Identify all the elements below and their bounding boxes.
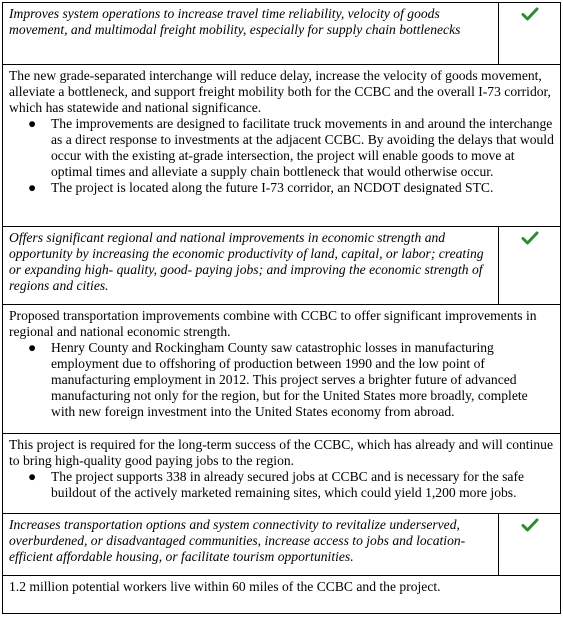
response-row	[3, 305, 561, 434]
list-item	[28, 116, 554, 180]
criterion-text: Improves system operations to increase travel time reliability, velocity of goods movement, and multimodal freight mobility, especially for supply chain bottlenecks	[3, 3, 499, 65]
list-item	[28, 180, 554, 196]
list-item-text: The improvements are designed to facilitate truck movements in and around the interchange as a direct response to investments at the adjacent CCBC. By avoiding the delays that would occur with the existing at-grade intersection, the project will enable goods to move at optimal times and alleviate a supply chain bottleneck that would otherwise occur.	[51, 116, 554, 179]
response-text: 1.2 million potential workers live within 60 miles of the CCBC and the project.	[9, 579, 441, 594]
criteria-table	[2, 2, 561, 614]
bullet-icon: ●	[28, 180, 37, 195]
list-item-text: Henry County and Rockingham County saw catastrophic losses in manufacturing employment due to offshoring of production between 1990 and the low point of manufacturing employment in 2012. This project serves a brighter future of advanced manufacturing not only for the region, but for the United States more broadly, complete with new foreign investment into the United States economy from abroad.	[51, 340, 528, 419]
response-text: This project is required for the long-term success of the CCBC, which has already and will continue to bring high-quality good paying jobs to the region.	[9, 437, 553, 468]
response-row	[3, 434, 561, 514]
checkmark-icon	[521, 518, 539, 532]
response-cell	[3, 576, 561, 614]
bullet-icon: ●	[28, 340, 37, 355]
response-text: The new grade-separated interchange will reduce delay, increase the velocity of goods movement, alleviate a bottleneck, and support freight mobility both for the CCBC and the overall I-73 corridor, which has statewide and national significance.	[9, 68, 551, 115]
criterion-text: Increases transportation options and system connectivity to revitalize underserved, overburdened, or disadvantaged communities, increase access to jobs and location- efficient affordable housing, or facilitate tourism opportunities.	[3, 514, 499, 576]
list-item-text: The project is located along the future I-73 corridor, an NCDOT designated STC.	[51, 180, 494, 195]
list-item	[28, 340, 554, 420]
criterion-check-cell	[499, 3, 561, 65]
response-cell	[3, 434, 561, 514]
criterion-check-cell	[499, 227, 561, 305]
response-cell	[3, 305, 561, 434]
bullet-icon: ●	[28, 469, 37, 484]
criterion-check-cell	[499, 514, 561, 576]
checkmark-icon	[521, 231, 539, 245]
response-text: Proposed transportation improvements combine with CCBC to offer significant improvements in regional and national economic strength.	[9, 308, 537, 339]
response-cell	[3, 65, 561, 227]
checkmark-icon	[521, 7, 539, 21]
list-item-text: The project supports 338 in already secured jobs at CCBC and is necessary for the safe buildout of the actively marketed remaining sites, which could yield 1,200 more jobs.	[51, 469, 525, 500]
criterion-row	[3, 227, 561, 305]
response-row	[3, 576, 561, 614]
bullet-list	[9, 116, 554, 196]
bullet-list	[9, 340, 554, 420]
bullet-list	[9, 469, 554, 501]
bullet-icon: ●	[28, 116, 37, 131]
criterion-row	[3, 514, 561, 576]
criterion-text: Offers significant regional and national improvements in economic strength and opportunity by increasing the economic productivity of land, capital, or labor; creating or expanding high- quality, good- paying jobs; and improving the economic strength of regions and cities.	[3, 227, 499, 305]
response-row	[3, 65, 561, 227]
criterion-row	[3, 3, 561, 65]
list-item	[28, 469, 554, 501]
